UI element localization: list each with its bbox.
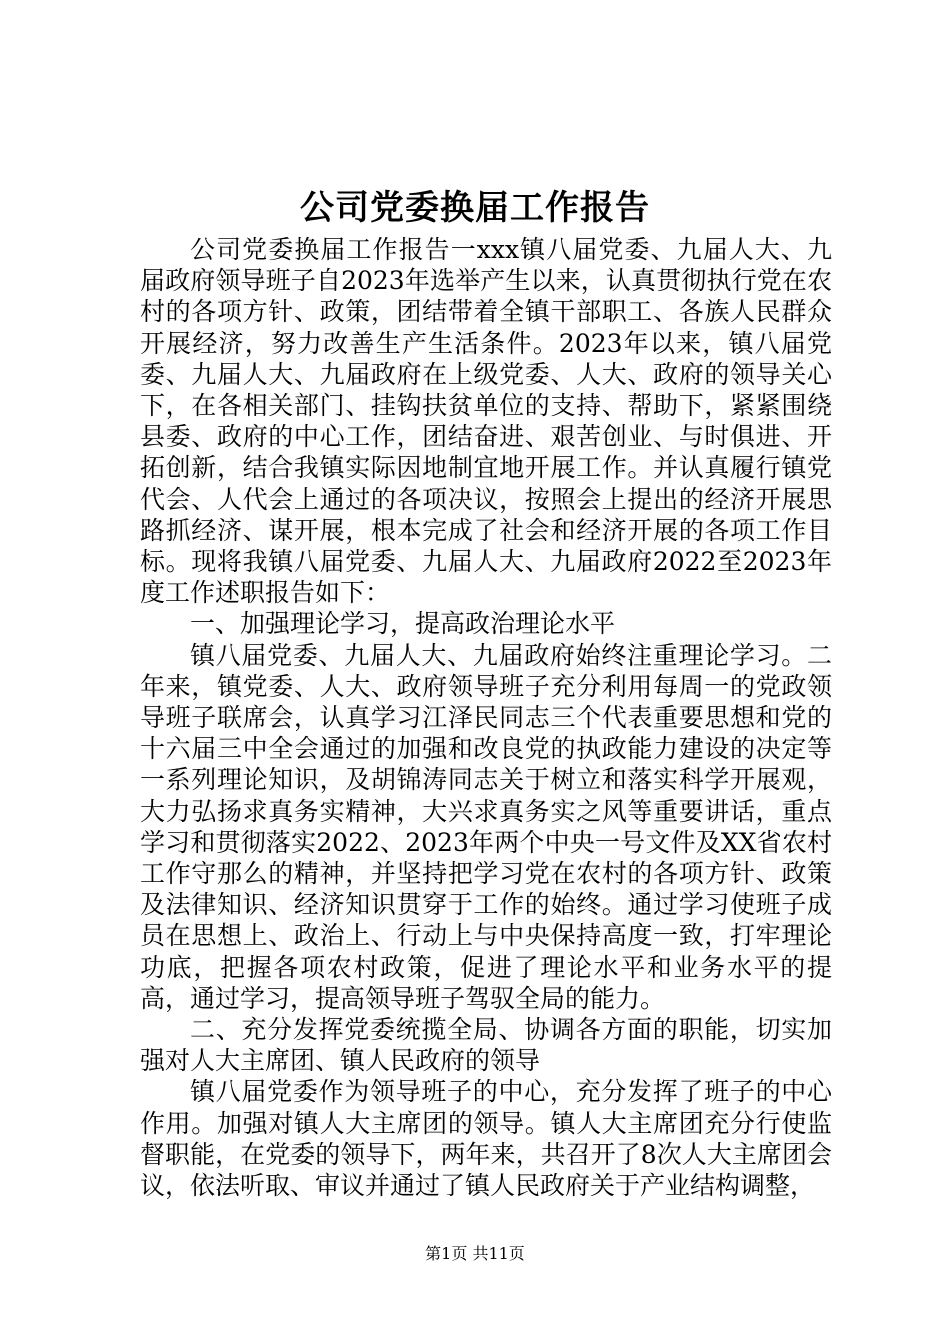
paragraph-intro: 公司党委换届工作报告一xxx镇八届党委、九届人大、九届政府领导班子自2023年选举产生以来，认真贯彻执行党在农村的各项方针、政策，团结带着全镇干部职工、各族人民群众开展经济，努力改善生产生活条件。2023年以来，镇八届党委、九届人大、九届政府在上级党委、人大、政府的领导关心下，在各相关部门、挂钩扶贫单位的支持、帮助下，紧紧围绕县委、政府的中心工作，团结奋进、艰苦创业、与时俱进、开拓创新，结合我镇实际因地制宜地开展工作。并认真履行镇党代会、人代会上通过的各项决议，按照会上提出的经济开展思路抓经济、谋开展，根本完成了社会和经济开展的各项工作目标。现将我镇八届党委、九届人大、九届政府2022至2023年度工作述职报告如下： xyxy=(140,235,832,608)
page-footer: 第1页 共11页 xyxy=(425,1244,525,1263)
section-heading-2: 二、充分发挥党委统揽全局、协调各方面的职能，切实加强对人大主席团、镇人民政府的领导 xyxy=(140,1015,832,1076)
section-heading-1: 一、加强理论学习，提高政治理论水平 xyxy=(190,609,616,639)
paragraph-section-1: 镇八届党委、九届人大、九届政府始终注重理论学习。二年来，镇党委、人大、政府领导班子充分利用每周一的党政领导班子联席会，认真学习江泽民同志三个代表重要思想和党的十六届三中全会通过的加强和改良党的执政能力建设的决定等一系列理论知识，及胡锦涛同志关于树立和落实科学开展观，大力弘扬求真务实精神，大兴求真务实之风等重要讲话，重点学习和贯彻落实2022、2023年两个中央一号文件及XX省农村工作守那么的精神，并坚持把学习党在农村的各项方针、政策及法律知识、经济知识贯穿于工作的始终。通过学习使班子成员在思想上、政治上、行动上与中央保持高度一致，打牢理论功底，把握各项农村政策，促进了理论水平和业务水平的提高，通过学习，提高领导班子驾驭全局的能力。 xyxy=(140,640,832,1013)
paragraph-section-2: 镇八届党委作为领导班子的中心，充分发挥了班子的中心作用。加强对镇人大主席团的领导。镇人大主席团充分行使监督职能，在党委的领导下，两年来，共召开了8次人大主席团会议，依法听取、审议并通过了镇人民政府关于产业结构调整， xyxy=(140,1077,832,1201)
document-title: 公司党委换届工作报告 xyxy=(300,188,650,228)
document-body xyxy=(140,234,832,1201)
